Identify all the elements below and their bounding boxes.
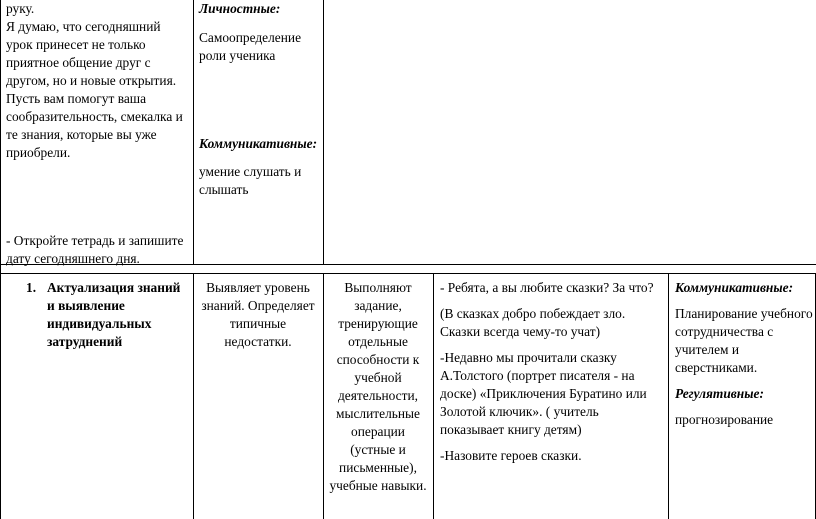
row1-communicative-text [199,163,319,199]
row1-communicative [199,135,321,153]
personal-text: Самоопределение роли ученика [199,30,302,63]
communicative-text-row1: умение слушать и слышать [199,164,302,197]
table-border-row2-top [0,273,816,274]
stage-number: 1. [26,280,37,295]
teacher-activity: Выявляет уровень знаний. Определяет типичные недостатки. [201,280,315,349]
row1-para1: Я думаю, что сегодняшний урок принесет не только приятное общение друг с другом, но и новые открытия. Пусть вам помогут ваша сообразительность, смекалка и те знания, которые вы уже приобрели. [6,19,183,160]
regulative-text: прогнозирование [675,412,774,427]
row1-para2: - Откройте тетрадь и запишите дату сегодняшнего дня. [6,233,184,266]
communicative-heading-row2: Коммуникативные: [675,280,794,295]
row1-personal-text [199,29,319,65]
dialogue-p2: -Недавно мы прочитали сказку А.Толстого (портрет писателя - на доске) «Приключения Буратино или Золотой ключик». ( учитель показывает книгу детям) [440,350,647,437]
table-border-left [0,0,1,519]
dialogue-q1: - Ребята, а вы любите сказки? За что? [440,280,654,295]
row1-teacher-text-cell [6,0,190,162]
row2-uud-cell [675,279,813,429]
table-border-row2-col4 [668,273,669,519]
personal-heading: Личностные: [199,1,281,16]
row1-line0: руку. [6,1,35,16]
table-border-row2-col2 [323,273,324,519]
dialogue-cell [440,279,664,465]
row1-instruction [6,232,190,268]
student-activity: Выполняют задание, тренирующие отдельные способности к учебной деятельности, мыслительные операции (устные и письменные), учебные навыки. [329,280,427,493]
regulative-heading: Регулятивные: [675,386,764,401]
row1-uud-cell [199,0,319,18]
table-border-col2 [323,0,324,264]
dialogue-p3: -Назовите героев сказки. [440,448,582,463]
table-border-row2-col3 [433,273,434,519]
dialogue-a1: (В сказках добро побеждает зло. Сказки всегда чему-то учат) [440,306,626,339]
table-border-row2-col1 [193,273,194,519]
communicative-heading-row1: Коммуникативные: [199,136,318,151]
table-border-col1 [193,0,194,264]
communicative-text-row2: Планирование учебного сотрудничества с учителем и сверстниками. [675,306,813,375]
stage-title: Актуализация знаний и выявление индивидуальных затруднений [47,280,181,349]
